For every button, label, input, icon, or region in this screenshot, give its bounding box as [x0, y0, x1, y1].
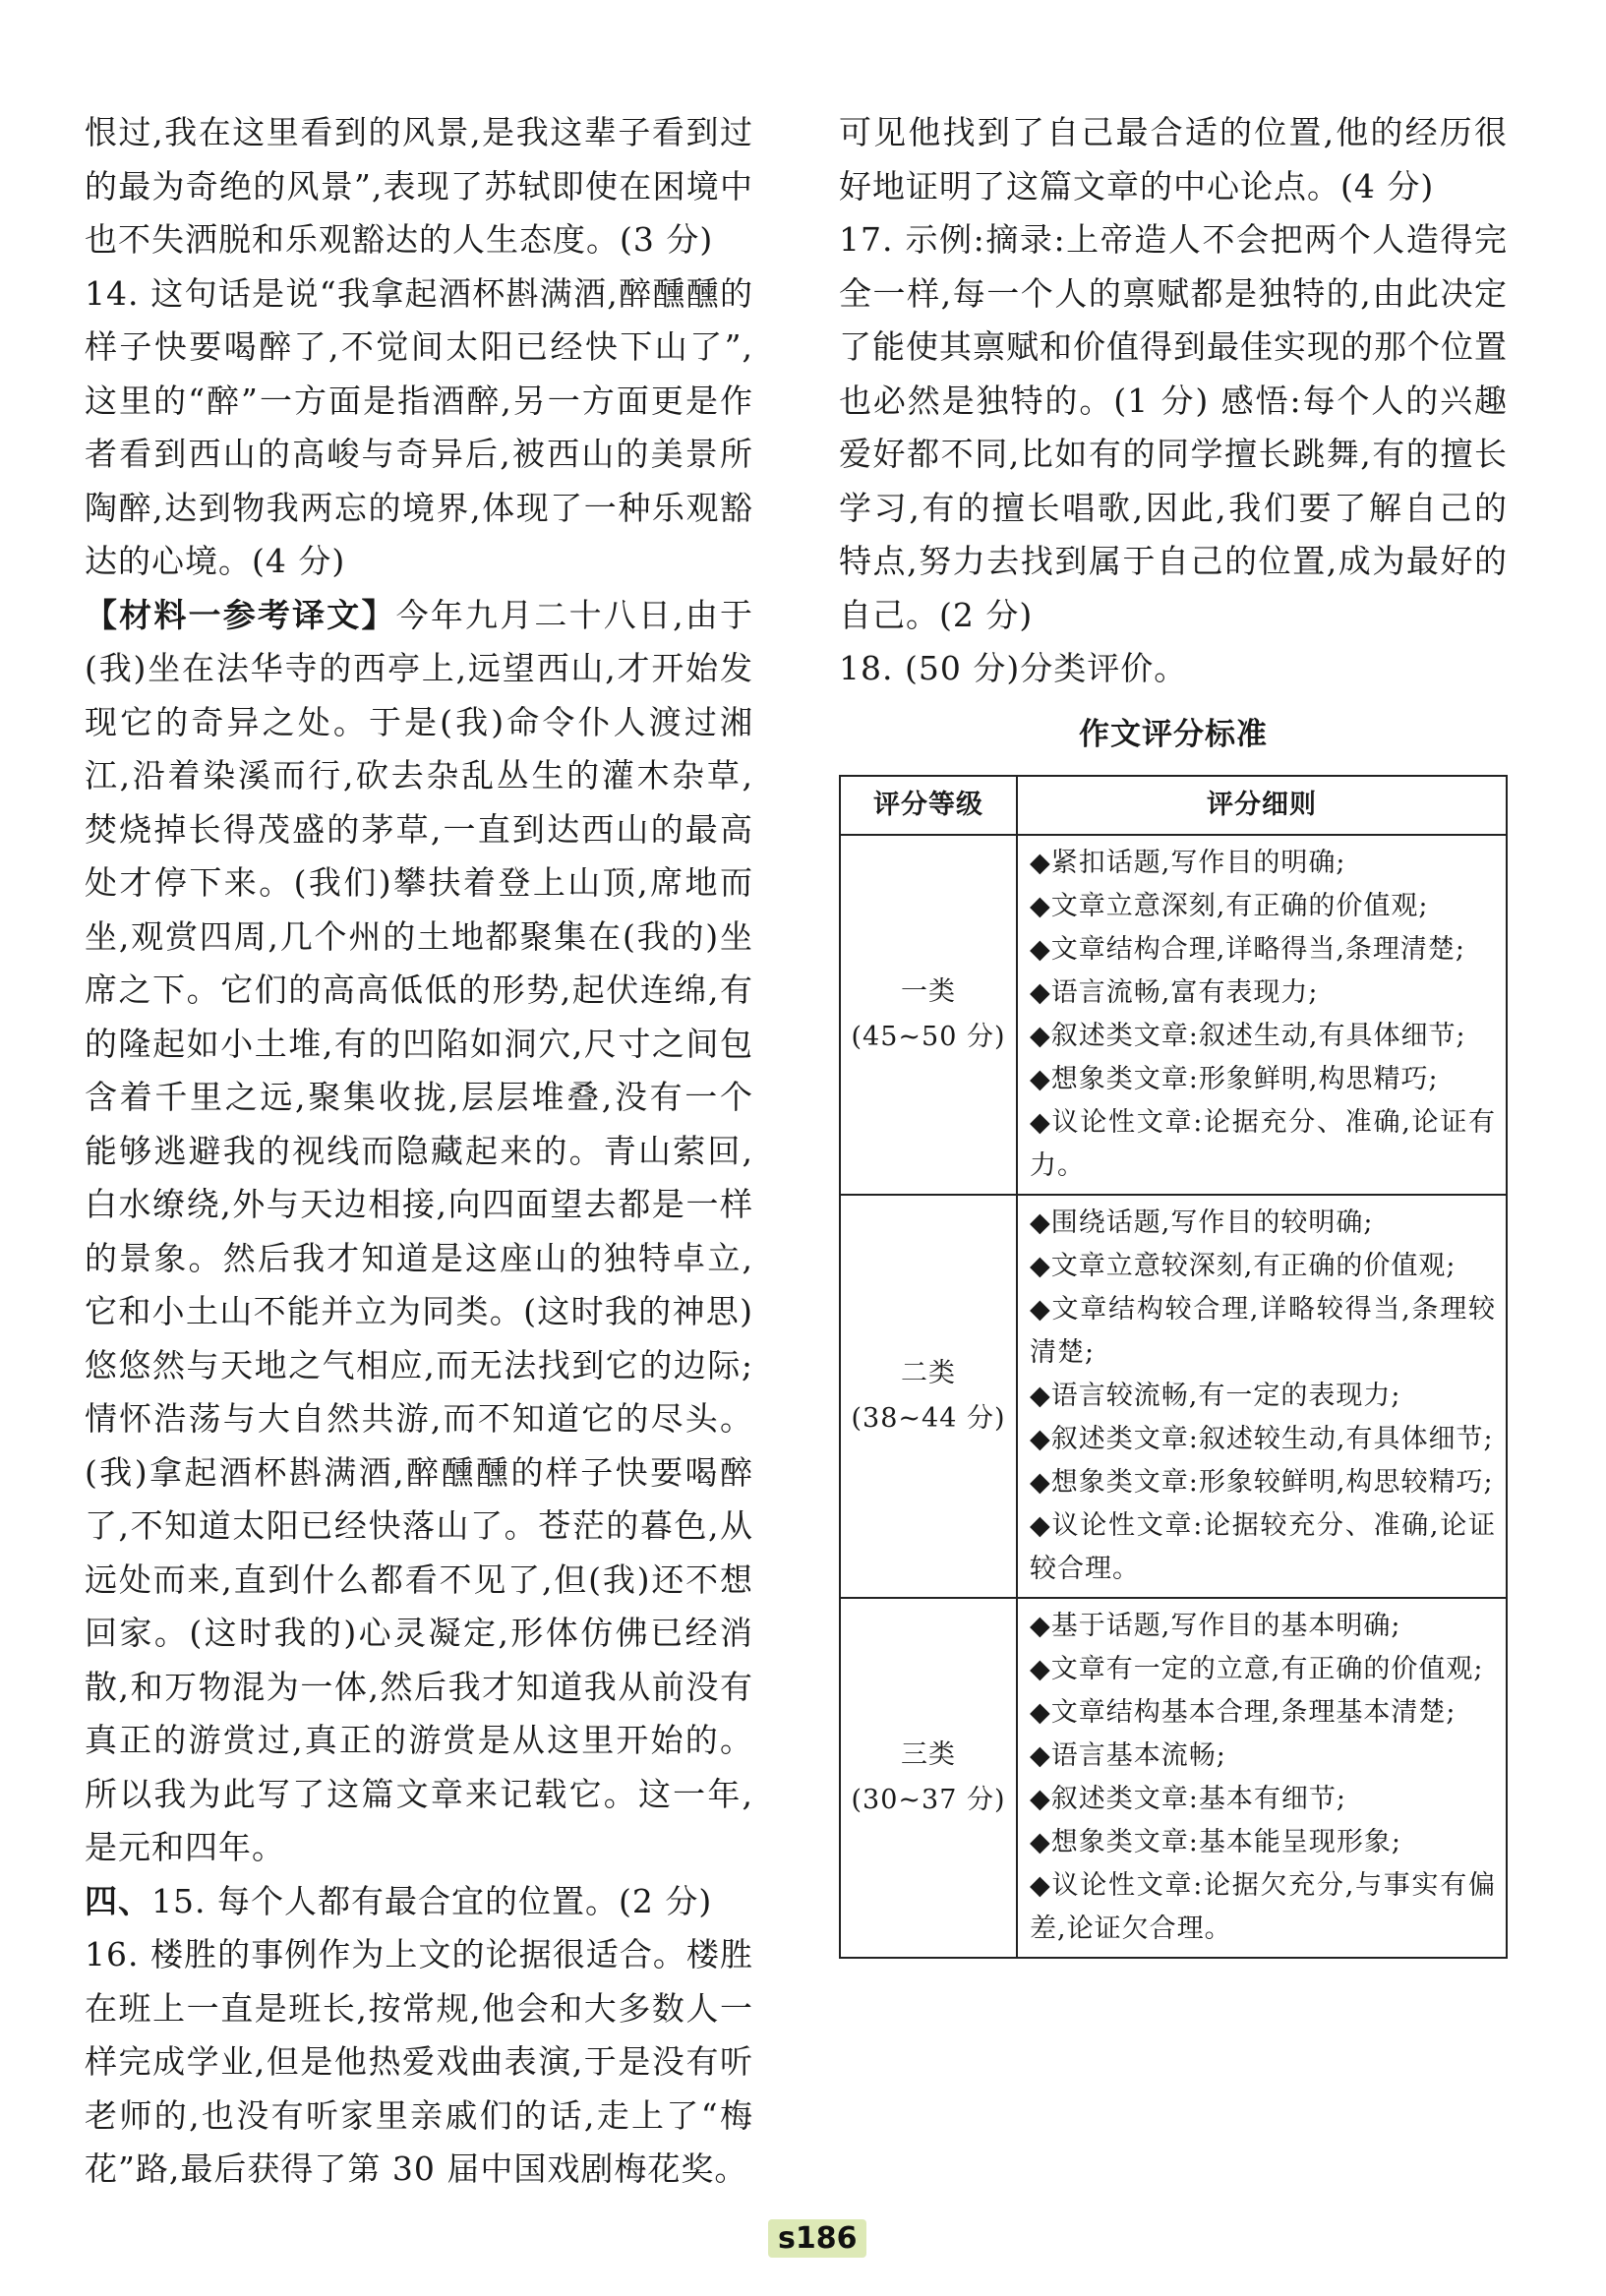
rule-item: ◆文章结构较合理,详略较得当,条理较清楚; — [1030, 1294, 1496, 1368]
table-header-row — [840, 776, 1507, 835]
rule-item: ◆议论性文章:论据欠充分,与事实有偏差,论证欠合理。 — [1030, 1870, 1496, 1944]
left-column — [85, 106, 753, 2197]
rules-cell — [1017, 1598, 1507, 1958]
table-title: 作文评分标准 — [1079, 716, 1268, 752]
translation-paragraph — [85, 589, 753, 1875]
grade-cell — [840, 1195, 1017, 1598]
rule-item: ◆想象类文章:基本能呈现形象; — [1030, 1827, 1401, 1857]
table-row — [840, 1195, 1507, 1598]
answer-15 — [85, 1875, 753, 1929]
translation-text: 今年九月二十八日,由于(我)坐在法华寺的西亭上,远望西山,才开始发现它的奇异之处。于是(我)命令仆人渡过湘江,沿着染溪而行,砍去杂乱丛生的灌木杂草,焚烧掉长得茂盛的茅草,一直到达西山的最高处才停下来。(我们)攀扶着登上山顶,席地而坐,观赏四周,几个州的土地都聚集在(我的)坐席之下。它们的高高低低的形势,起伏连绵,有的隆起如小土堆,有的凹陷如洞穴,尺寸之间包含着千里之远,聚集收拢,层层堆叠,没有一个能够逃避我的视线而隐藏起来的。青山萦回,白水缭绕,外与天边相接,向四面望去都是一样的景象。然后我才知道是这座山的独特卓立,它和小土山不能并立为同类。(这时我的神思)悠悠然与天地之气相应,而无法找到它的边际;情怀浩荡与大自然共游,而不知道它的尽头。(我)拿起酒杯斟满酒,醉醺醺的样子快要喝醉了,不知道太阳已经快落山了。苍茫的暮色,从远处而来,直到什么都看不见了,但(我)还不想回家。(这时我的)心灵凝定,形体仿佛已经消散,和万物混为一体,然后我才知道我从前没有真正的游赏过,真正的游赏是从这里开始的。所以我为此写了这篇文章来记载它。这一年,是元和四年。 — [85, 595, 754, 1866]
page-number: s186 — [768, 2219, 866, 2258]
rule-item: ◆围绕话题,写作目的较明确; — [1030, 1207, 1374, 1238]
grade-range: (30~37 分) — [851, 1785, 1006, 1815]
table-row — [840, 1598, 1507, 1958]
grade-range: (38~44 分) — [851, 1403, 1006, 1434]
rule-item: ◆文章结构合理,详略得当,条理清楚; — [1030, 934, 1466, 965]
answer-13-continued: 恨过,我在这里看到的风景,是我这辈子看到过的最为奇绝的风景”,表现了苏轼即使在困境中也不失洒脱和乐观豁达的人生态度。(3 分) — [85, 113, 753, 259]
rules-cell — [1017, 1195, 1507, 1598]
header-grade: 评分等级 — [840, 776, 1017, 835]
grade-cell — [840, 835, 1017, 1195]
rule-item: ◆文章立意深刻,有正确的价值观; — [1030, 891, 1429, 921]
grade-range: (45~50 分) — [851, 1022, 1006, 1052]
grade-name: 二类 — [901, 1358, 956, 1388]
grade-cell — [840, 1598, 1017, 1958]
header-rules: 评分细则 — [1017, 776, 1507, 835]
right-column — [839, 106, 1508, 1959]
rule-item: ◆想象类文章:形象较鲜明,构思较精巧; — [1030, 1467, 1494, 1498]
rule-item: ◆语言基本流畅; — [1030, 1740, 1226, 1771]
table-row — [840, 835, 1507, 1195]
rule-item: ◆叙述类文章:基本有细节; — [1030, 1784, 1346, 1814]
rule-item: ◆文章立意较深刻,有正确的价值观; — [1030, 1251, 1457, 1281]
rule-item: ◆议论性文章:论据充分、准确,论证有力。 — [1030, 1107, 1496, 1181]
rule-item: ◆基于话题,写作目的基本明确; — [1030, 1611, 1401, 1641]
rule-item: ◆叙述类文章:叙述较生动,有具体细节; — [1030, 1424, 1494, 1454]
rule-item: ◆紧扣话题,写作目的明确; — [1030, 848, 1346, 878]
translation-label: 【材料一参考译文】 — [85, 595, 396, 634]
rule-item: ◆语言流畅,富有表现力; — [1030, 977, 1319, 1008]
rules-cell — [1017, 835, 1507, 1195]
section-four-label: 四、 — [85, 1881, 151, 1920]
grade-name: 一类 — [901, 976, 956, 1007]
rule-item: ◆文章有一定的立意,有正确的价值观; — [1030, 1654, 1484, 1684]
answer-18: 18. (50 分)分类评价。 — [839, 649, 1188, 687]
rule-item: ◆议论性文章:论据较充分、准确,论证较合理。 — [1030, 1510, 1496, 1584]
grade-name: 三类 — [901, 1739, 956, 1770]
answer-16-continued: 可见他找到了自己最合适的位置,他的经历很好地证明了这篇文章的中心论点。(4 分) — [839, 113, 1508, 206]
answer-17: 17. 示例:摘录:上帝造人不会把两个人造得完全一样,每一个人的禀赋都是独特的,由此决定了能使其禀赋和价值得到最佳实现的那个位置也必然是独特的。(1 分) 感悟:每个人的兴趣爱好都不同,比如有的同学擅长跳舞,有的擅长学习,有的擅长唱歌,因此,我们要了解自己的特点,努力去找到属于自己的位置,成为最好的自己。(2 分) — [839, 220, 1508, 634]
rule-item: ◆语言较流畅,有一定的表现力; — [1030, 1381, 1401, 1411]
grading-table — [839, 775, 1508, 1959]
answer-15-text: 15. 每个人都有最合宜的位置。(2 分) — [151, 1881, 713, 1920]
answer-14: 14. 这句话是说“我拿起酒杯斟满酒,醉醺醺的样子快要喝醉了,不觉间太阳已经快下山了”,这里的“醉”一方面是指酒醉,另一方面更是作者看到西山的高峻与奇异后,被西山的美景所陶醉,达到物我两忘的境界,体现了一种乐观豁达的心境。(4 分) — [85, 273, 753, 580]
rule-item: ◆叙述类文章:叙述生动,有具体细节; — [1030, 1021, 1466, 1051]
answer-16: 16. 楼胜的事例作为上文的论据很适合。楼胜在班上一直是班长,按常规,他会和大多数人一样完成学业,但是他热爱戏曲表演,于是没有听老师的,也没有听家里亲戚们的话,走上了“梅花”路,最后获得了第 30 届中国戏剧梅花奖。 — [85, 1935, 753, 2188]
rule-item: ◆文章结构基本合理,条理基本清楚; — [1030, 1697, 1457, 1728]
rule-item: ◆想象类文章:形象鲜明,构思精巧; — [1030, 1064, 1439, 1094]
